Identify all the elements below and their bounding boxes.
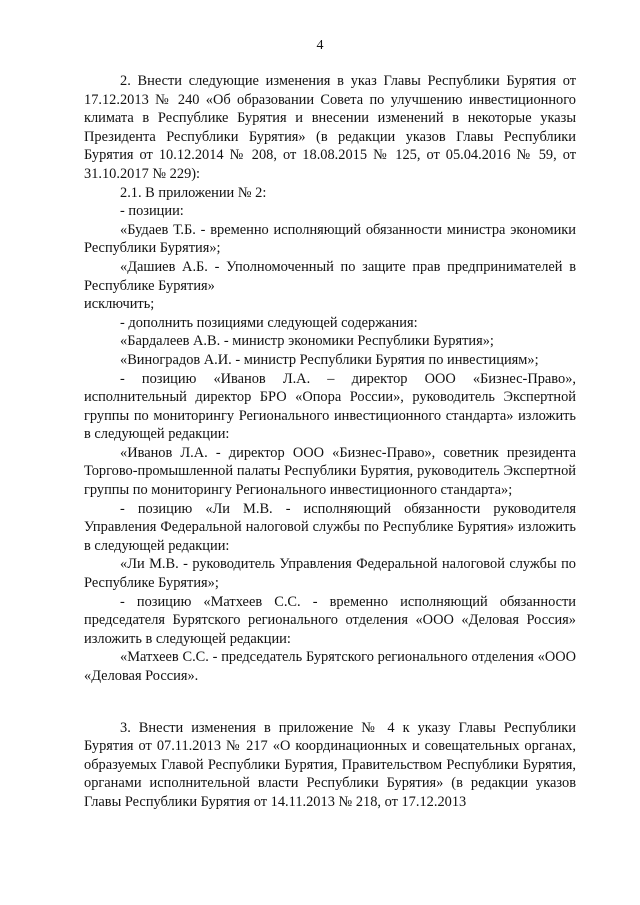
position-budaev: «Будаев Т.Б. - временно исполняющий обязанности министра экономики Республики Бурятия»; bbox=[84, 221, 576, 257]
positions-label: - позиции: bbox=[120, 203, 184, 220]
page-number: 4 bbox=[316, 38, 324, 53]
position-vinogradov: «Виноградов А.И. - министр Республики Бурятия по инвестициям»; bbox=[120, 351, 539, 368]
position-ivanov-new: «Иванов Л.А. - директор ООО «Бизнес-Право», советник президента Торгово-промышленной палаты Республики Бурятия, руководитель Экспертной группы по мониторингу Регионального инвестиционного стандарта»; bbox=[84, 444, 576, 499]
position-dashiev: «Дашиев А.Б. - Уполномоченный по защите прав предпринимателей в Республике Бурятия» bbox=[84, 258, 576, 294]
position-matkheev-old: - позицию «Матхеев С.С. - временно исполняющий обязанности председателя Бурятского регионального отделения «ООО «Деловая Россия» изложить в следующей редакции: bbox=[84, 593, 576, 647]
section-3-intro: 3. Внести изменения в приложение № 4 к указу Главы Республики Бурятия от 07.11.2013 № 217 «О координационных и совещательных органах, образуемых Главой Республики Бурятия, Правительством Республики Бурятия, органами исполнительной власти Республики Бурятия» (в редакции указов Главы Республики Бурятия от 14.11.2013 № 218, от 17.12.2013 bbox=[84, 719, 576, 810]
document-body bbox=[84, 72, 576, 812]
position-bardaleev: «Бардалеев А.В. - министр экономики Республики Бурятия»; bbox=[120, 333, 494, 350]
section-gap bbox=[84, 686, 576, 719]
section-2-intro: 2. Внести следующие изменения в указ Главы Республики Бурятия от 17.12.2013 № 240 «Об образовании Совета по улучшению инвестиционного климата в Республике Бурятия и внесении изменений в некоторые указы Президента Республики Бурятия» (в редакции указов Главы Республики Бурятия от 10.12.2014 № 208, от 18.08.2015 № 125, от 05.04.2016 № 59, от 31.10.2017 № 229): bbox=[84, 73, 576, 182]
add-positions-label: - дополнить позициями следующей содержания: bbox=[120, 314, 418, 331]
subsection-2-1: 2.1. В приложении № 2: bbox=[120, 184, 267, 201]
position-matkheev-new: «Матхеев С.С. - председатель Бурятского регионального отделения «ООО «Деловая Россия». bbox=[84, 649, 576, 684]
exclude-text: исключить; bbox=[84, 296, 155, 313]
position-li-new: «Ли М.В. - руководитель Управления Федеральной налоговой службы по Республике Бурятия»; bbox=[84, 556, 576, 592]
position-ivanov-old: - позицию «Иванов Л.А. – директор ООО «Бизнес-Право», исполнительный директор БРО «Опора России», руководитель Экспертной группы по мониторингу Регионального инвестиционного стандарта» изложить в следующей редакции: bbox=[84, 370, 576, 443]
position-li-old: - позицию «Ли М.В. - исполняющий обязанности руководителя Управления Федеральной налоговой службы по Республике Бурятия» изложить в следующей редакции: bbox=[84, 500, 576, 554]
